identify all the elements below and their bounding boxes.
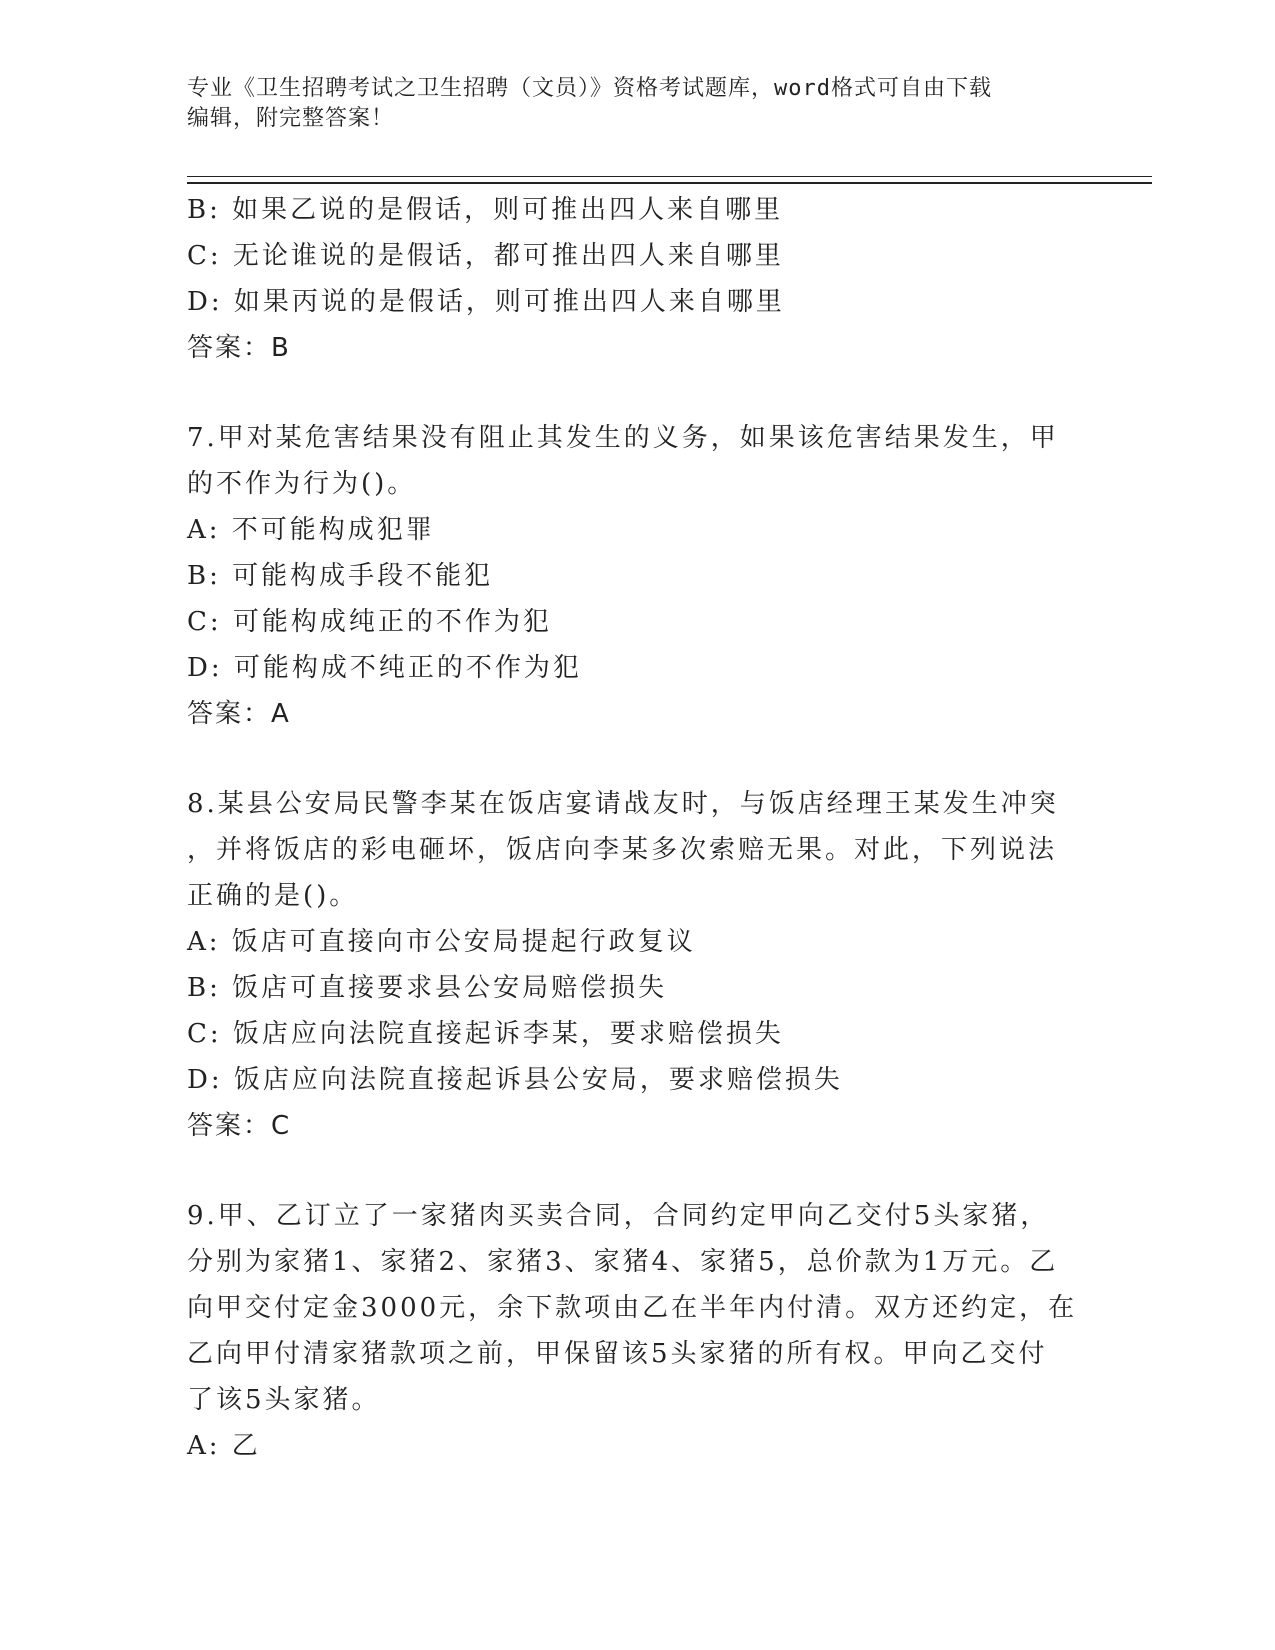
question-stem-line: 分别为家猪1、家猪2、家猪3、家猪4、家猪5，总价款为1万元。乙 xyxy=(187,1247,1059,1277)
page-header xyxy=(187,74,1087,134)
option-a: A: 饭店可直接向市公安局提起行政复议 xyxy=(187,927,696,957)
option-a: A: 不可能构成犯罪 xyxy=(187,515,435,545)
question-stem-line: 9.甲、乙订立了一家猪肉买卖合同，合同约定甲向乙交付5头家猪， xyxy=(187,1201,1050,1231)
header-divider-thick xyxy=(187,182,1152,184)
question-8-block xyxy=(187,781,1087,1149)
answer-line: 答案：C xyxy=(187,1111,292,1141)
header-line-2: 编辑，附完整答案！ xyxy=(187,106,395,131)
question-9-block xyxy=(187,1193,1087,1469)
header-line-1: 专业《卫生招聘考试之卫生招聘（文员）》资格考试题库，word格式可自由下载 xyxy=(187,76,992,101)
question-stem-line: 向甲交付定金3000元，余下款项由乙在半年内付清。双方还约定，在 xyxy=(187,1293,1078,1323)
option-c: C: 饭店应向法院直接起诉李某，要求赔偿损失 xyxy=(187,1019,784,1049)
question-7-block xyxy=(187,415,1087,737)
answer-line: 答案：A xyxy=(187,699,291,729)
question-content xyxy=(187,187,1087,1469)
option-b: B: 可能构成手段不能犯 xyxy=(187,561,494,591)
question-stem-line: 8.某县公安局民警李某在饭店宴请战友时，与饭店经理王某发生冲突 xyxy=(187,789,1059,819)
question-stem-line: 乙向甲付清家猪款项之前，甲保留该5头家猪的所有权。甲向乙交付 xyxy=(187,1339,1048,1369)
question-9-stem xyxy=(187,1193,1087,1423)
option-c: C: 无论谁说的是假话，都可推出四人来自哪里 xyxy=(187,241,784,271)
header-divider-thin xyxy=(187,176,1152,177)
question-stem-line: 的不作为行为()。 xyxy=(187,469,417,499)
prev-question-block xyxy=(187,187,1087,371)
question-7-stem xyxy=(187,415,1087,507)
option-d: D: 如果丙说的是假话，则可推出四人来自哪里 xyxy=(187,287,785,317)
question-stem-line: 正确的是()。 xyxy=(187,881,359,911)
question-stem-line: ，并将饭店的彩电砸坏，饭店向李某多次索赔无果。对此，下列说法 xyxy=(187,835,1058,865)
question-stem-line: 7.甲对某危害结果没有阻止其发生的义务，如果该危害结果发生，甲 xyxy=(187,423,1059,453)
option-d: D: 饭店应向法院直接起诉县公安局，要求赔偿损失 xyxy=(187,1065,843,1095)
option-a: A: 乙 xyxy=(187,1431,261,1461)
question-8-stem xyxy=(187,781,1087,919)
option-c: C: 可能构成纯正的不作为犯 xyxy=(187,607,552,637)
option-b: B: 如果乙说的是假话，则可推出四人来自哪里 xyxy=(187,195,784,225)
option-d: D: 可能构成不纯正的不作为犯 xyxy=(187,653,582,683)
question-stem-line: 了该5头家猪。 xyxy=(187,1385,381,1415)
answer-line: 答案：B xyxy=(187,333,291,363)
option-b: B: 饭店可直接要求县公安局赔偿损失 xyxy=(187,973,668,1003)
